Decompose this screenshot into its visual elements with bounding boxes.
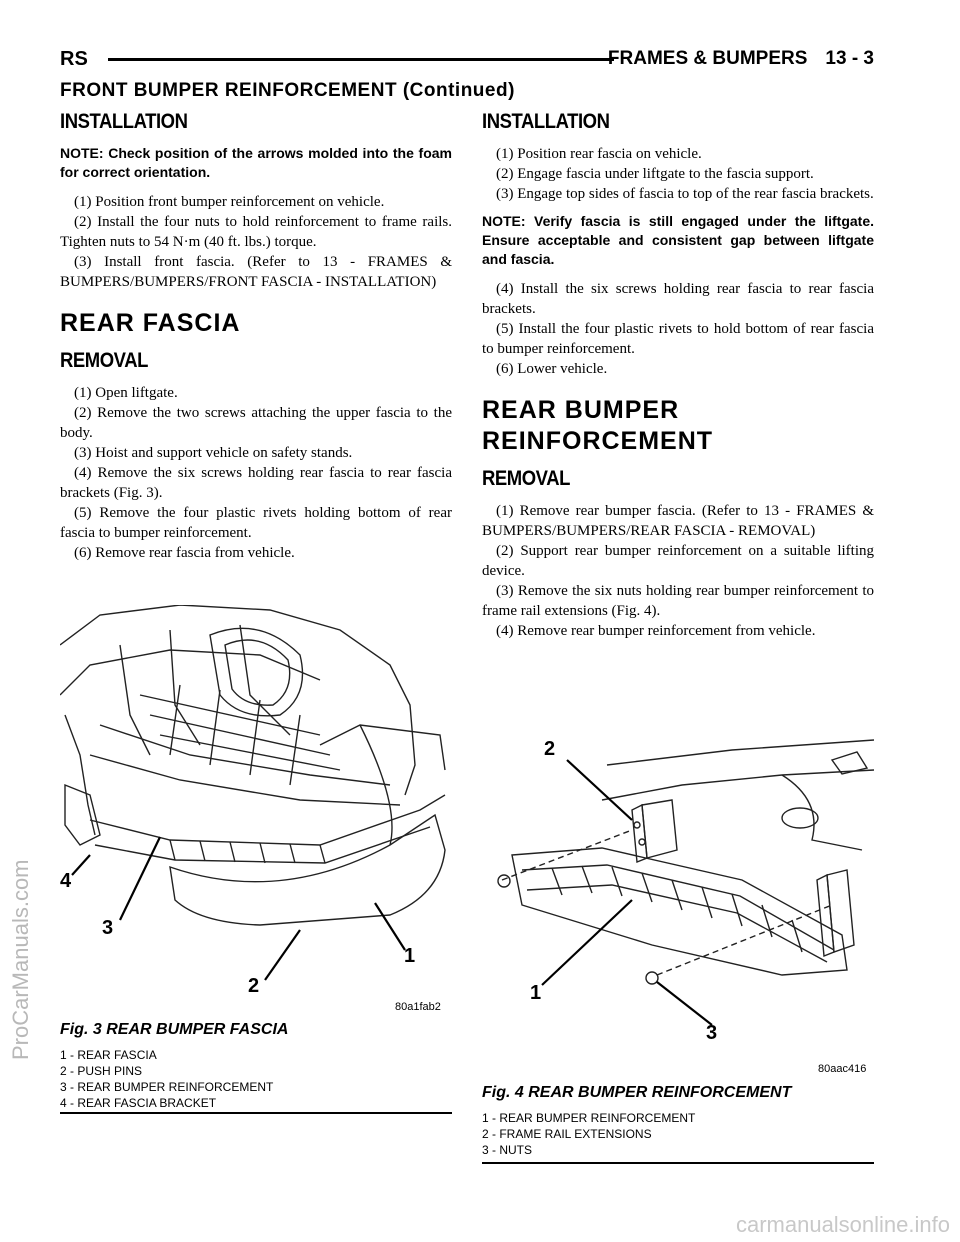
rear-fascia-removal-step: (4) Remove the six screws holding rear fascia to rear fascia brackets (Fig. 3). xyxy=(60,465,452,501)
rear-fascia-install-step: (1) Position rear fascia on vehicle. xyxy=(496,146,702,162)
rear-bumper-reinforcement-heading xyxy=(482,395,874,457)
fig3-legend-item: 3 - REAR BUMPER REINFORCEMENT xyxy=(60,1080,274,1094)
fig3-bottom-rule xyxy=(60,1112,452,1114)
fig3-legend-item: 4 - REAR FASCIA BRACKET xyxy=(60,1096,217,1110)
rear-bumper-fascia-illustration xyxy=(60,605,452,1015)
rear-fascia-install-step: (6) Lower vehicle. xyxy=(496,361,608,377)
callout-leader-4 xyxy=(72,855,90,875)
fig4-callout-2: 2 xyxy=(544,738,556,760)
bottom-watermark: carmanualsonline.info xyxy=(735,1212,950,1237)
continued-heading: FRONT BUMPER REINFORCEMENT (Continued) xyxy=(60,80,515,101)
fig3-callout-1: 1 xyxy=(404,945,416,967)
callout-leader-2 xyxy=(265,930,300,980)
header-rule xyxy=(108,58,614,61)
rear-bumper-removal-heading: REMOVAL xyxy=(482,467,570,490)
fig4-callout-3: 3 xyxy=(706,1022,718,1044)
rear-bumper-removal-step: (3) Remove the six nuts holding rear bumper reinforcement to frame rail extensions (Fig. 4). xyxy=(482,583,874,619)
fig3-callout-3: 3 xyxy=(102,917,114,939)
page-header xyxy=(60,44,874,74)
rear-fascia-install-step: (4) Install the six screws holding rear fascia to rear fascia brackets. xyxy=(482,281,874,317)
fig4-bottom-rule xyxy=(482,1162,874,1164)
rear-fascia-removal-step: (3) Hoist and support vehicle on safety stands. xyxy=(74,445,353,461)
front-installation-heading: INSTALLATION xyxy=(60,110,188,133)
fig4-caption: Fig. 4 REAR BUMPER REINFORCEMENT xyxy=(482,1084,792,1101)
fig4-callout-leader-1 xyxy=(542,900,632,985)
fig4-callout-leader-3 xyxy=(657,982,712,1025)
front-install-step: (2) Install the four nuts to hold reinforcement to frame rails. Tighten nuts to 54 N·m (40 ft. lbs.) torque. xyxy=(60,214,452,250)
fig3-legend xyxy=(60,1047,273,1111)
figure-4 xyxy=(482,730,874,1170)
fig4-code: 80aac416 xyxy=(818,1063,867,1075)
callout-leader-3 xyxy=(120,837,160,920)
fig3-callout-4: 4 xyxy=(60,870,72,892)
rear-fascia-install-step: (3) Engage top sides of fascia to top of the rear fascia brackets. xyxy=(496,186,874,202)
front-installation-note: NOTE: Check position of the arrows molded into the foam for correct orientation. xyxy=(60,145,452,180)
rear-fascia-removal-step: (5) Remove the four plastic rivets holding bottom of rear fascia to bumper reinforcement. xyxy=(60,505,452,541)
fig3-caption: Fig. 3 REAR BUMPER FASCIA xyxy=(60,1021,289,1038)
rear-bumper-removal-step: (4) Remove rear bumper reinforcement from vehicle. xyxy=(496,623,816,639)
rear-bumper-removal-step: (1) Remove rear bumper fascia. (Refer to 13 - FRAMES & BUMPERS/BUMPERS/REAR FASCIA - REMOVAL) xyxy=(482,503,874,539)
rear-bumper-removal-step: (2) Support rear bumper reinforcement on a suitable lifting device. xyxy=(482,543,874,579)
rear-fascia-removal-step: (2) Remove the two screws attaching the upper fascia to the body. xyxy=(60,405,452,441)
fig3-legend-item: 1 - REAR FASCIA xyxy=(60,1048,157,1062)
right-column xyxy=(482,110,874,641)
fig4-legend-item: 2 - FRAME RAIL EXTENSIONS xyxy=(482,1127,652,1141)
figure-3 xyxy=(60,605,452,1125)
rear-bumper-title-line2: REINFORCEMENT xyxy=(482,427,714,455)
rear-fascia-install-step: (2) Engage fascia under liftgate to the fascia support. xyxy=(496,166,814,182)
fig4-callout-leader-2 xyxy=(567,760,632,820)
rear-fascia-installation-heading: INSTALLATION xyxy=(482,110,610,133)
fig4-callout-1: 1 xyxy=(530,982,542,1004)
header-page-number: 13 - 3 xyxy=(825,48,874,69)
fig4-legend-item: 1 - REAR BUMPER REINFORCEMENT xyxy=(482,1111,696,1125)
left-column xyxy=(60,110,452,563)
front-install-step: (3) Install front fascia. (Refer to 13 - FRAMES & BUMPERS/BUMPERS/FRONT FASCIA - INSTALLATION) xyxy=(60,254,452,290)
rear-fascia-removal-step: (1) Open liftgate. xyxy=(74,385,178,401)
fig4-legend xyxy=(482,1110,695,1158)
rear-bumper-title-line1: REAR BUMPER xyxy=(482,396,680,424)
rear-fascia-install-note: NOTE: Verify fascia is still engaged under the liftgate. Ensure acceptable and consistent gap between liftgate and fascia. xyxy=(482,213,874,267)
rear-fascia-removal-heading: REMOVAL xyxy=(60,349,148,372)
fig4-legend-item: 3 - NUTS xyxy=(482,1143,533,1157)
rear-fascia-heading: REAR FASCIA xyxy=(60,309,241,337)
rear-fascia-removal-step: (6) Remove rear fascia from vehicle. xyxy=(74,545,295,561)
fig3-code: 80a1fab2 xyxy=(395,1001,441,1013)
rear-bumper-reinforcement-illustration xyxy=(482,730,874,1070)
front-install-step: (1) Position front bumper reinforcement on vehicle. xyxy=(74,194,385,210)
rear-fascia-install-step: (5) Install the four plastic rivets to hold bottom of rear fascia to bumper reinforcement. xyxy=(482,321,874,357)
side-watermark: ProCarManuals.com xyxy=(8,859,33,1060)
header-model-code: RS xyxy=(60,48,88,70)
header-section-title: FRAMES & BUMPERS xyxy=(607,48,808,69)
header-right xyxy=(608,48,874,70)
fig3-legend-item: 2 - PUSH PINS xyxy=(60,1064,143,1078)
fig3-callout-2: 2 xyxy=(248,975,260,997)
